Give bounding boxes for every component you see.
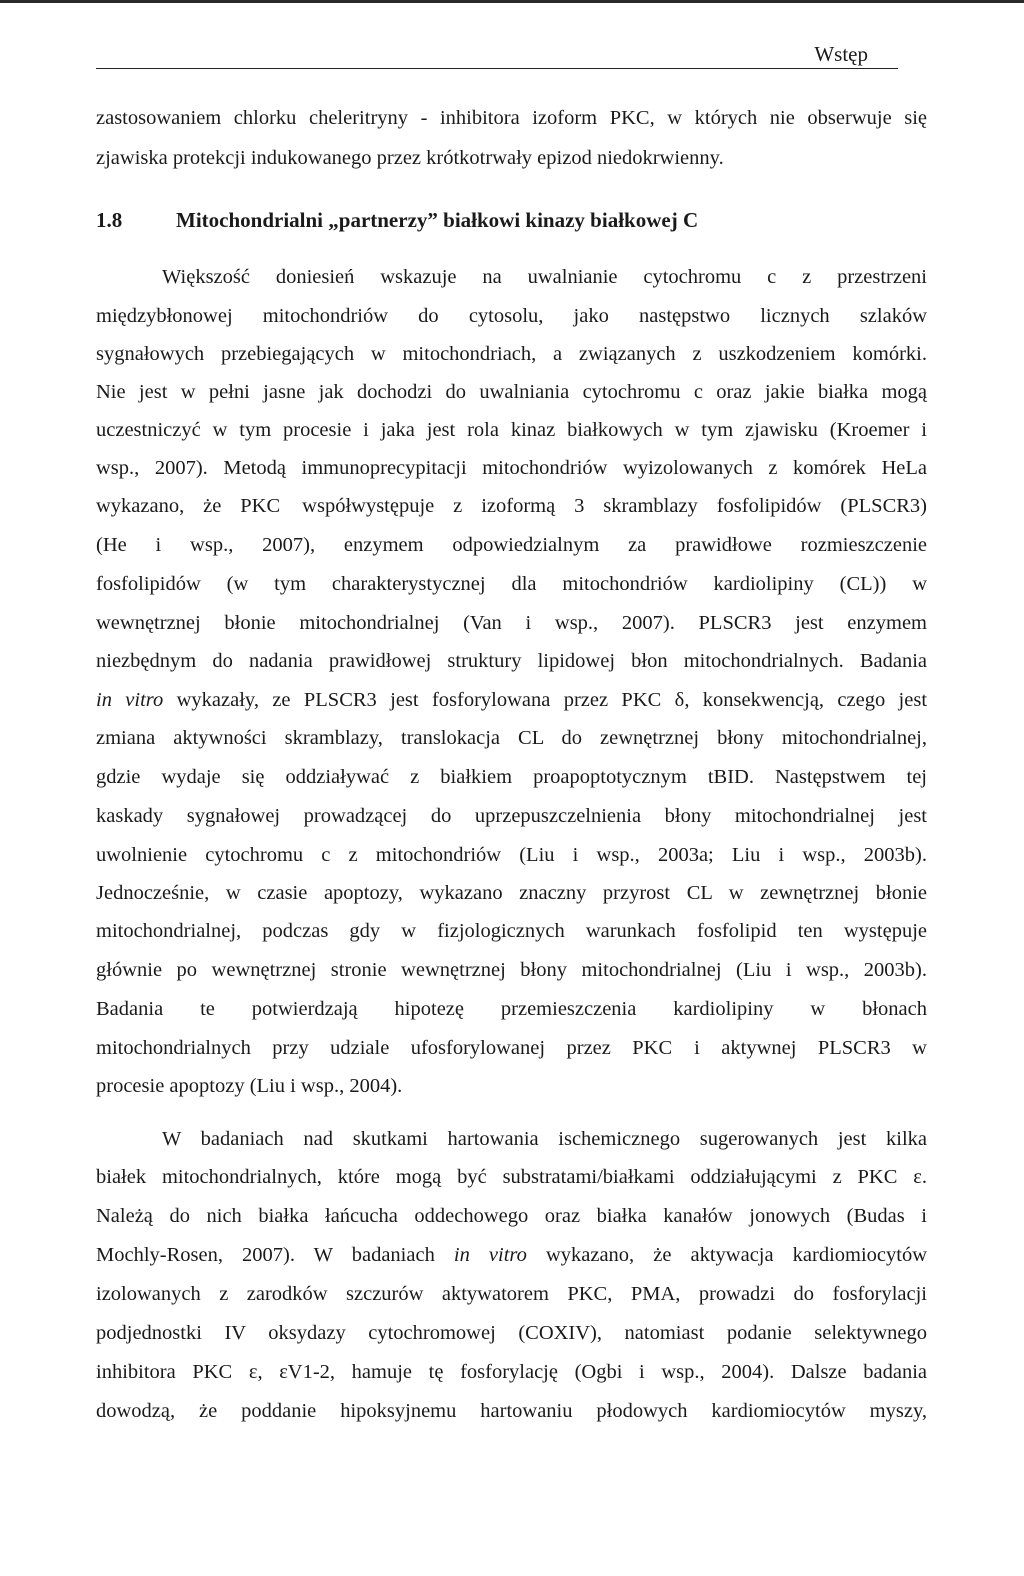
text-line: Badania te potwierdzają hipotezę przemieszczenia kardiolipiny w błonach	[96, 998, 927, 1020]
section-heading	[96, 205, 927, 235]
section-number: 1.8	[96, 208, 123, 232]
text-line: białek mitochondrialnych, które mogą być substratami/białkami oddziałującymi z PKC ε.	[96, 1166, 927, 1188]
running-header-title: Wstęp	[814, 42, 868, 66]
text-line	[96, 1033, 927, 1063]
text-line: niezbędnym do nadania prawidłowej struktury lipidowej błon mitochondrialnych. Badania	[96, 650, 927, 672]
text-line: uczestniczyć w tym procesie i jaka jest rola kinaz białkowych w tym zjawisku (Kroemer i	[96, 419, 927, 441]
text-line: podjednostki IV oksydazy cytochromowej (COXIV), natomiast podanie selektywnego	[96, 1322, 927, 1344]
text-line: dowodzą, że poddanie hipoksyjnemu hartowaniu płodowych kardiomiocytów myszy,	[96, 1400, 927, 1422]
text-line: procesie apoptozy (Liu i wsp., 2004).	[96, 1075, 403, 1097]
text-line: gdzie wydaje się oddziaływać z białkiem proapoptotycznym tBID. Następstwem tej	[96, 766, 927, 788]
text-line: zjawiska protekcji indukowanego przez krótkotrwały epizod niedokrwienny.	[96, 147, 724, 169]
text-line	[96, 685, 927, 715]
text-line: głównie po wewnętrznej stronie wewnętrznej błony mitochondrialnej (Liu i wsp., 2003b).	[96, 959, 927, 981]
italic-term: in vitro	[96, 689, 164, 711]
text-fragment: wykazały, ze PLSCR3 jest fosforylowana przez PKC δ, konsekwencją, czego jest	[176, 689, 928, 711]
italic-term: in vitro	[453, 1244, 527, 1266]
text-fragment: wykazano, że PKC	[96, 495, 281, 517]
text-line: W badaniach nad skutkami hartowania ischemicznego sugerowanych jest kilka	[162, 1128, 927, 1150]
text-line: Nie jest w pełni jasne jak dochodzi do uwalniania cytochromu c oraz jakie białka mogą	[96, 381, 927, 403]
text-line: Należą do nich białka łańcucha oddechowego oraz białka kanałów jonowych (Budas i	[96, 1205, 927, 1227]
text-line: fosfolipidów (w tym charakterystycznej dla mitochondriów kardiolipiny (CL)) w	[96, 573, 927, 595]
text-line: zmiana aktywności skramblazy, translokacja CL do zewnętrznej błony mitochondrialnej,	[96, 727, 927, 749]
text-fragment: mitochondrialnych przy udziale ufosforylowanej przez PKC	[96, 1037, 673, 1059]
text-line: Większość doniesień wskazuje na uwalnianie cytochromu c z przestrzeni	[162, 266, 927, 288]
text-line: międzybłonowej mitochondriów do cytosolu, jako następstwo licznych szlaków	[96, 305, 927, 327]
text-line: mitochondrialnej, podczas gdy w fizjologicznych warunkach fosfolipid ten występuje	[96, 920, 927, 942]
text-line: uwolnienie cytochromu c z mitochondriów (Liu i wsp., 2003a; Liu i wsp., 2003b).	[96, 844, 927, 866]
text-line: (He i wsp., 2007), enzymem odpowiedzialnym za prawidłowe rozmieszczenie	[96, 534, 927, 556]
text-fragment: współwystępuje z izoformą 3 skramblazy fosfolipidów (PLSCR3)	[302, 495, 927, 517]
text-line: wsp., 2007). Metodą immunoprecypitacji mitochondriów wyizolowanych z komórek HeLa	[96, 457, 927, 479]
section-title: Mitochondrialni „partnerzy” białkowi kinazy białkowej C	[176, 208, 699, 232]
text-fragment: i aktywnej PLSCR3 w	[694, 1037, 927, 1059]
text-line	[96, 1240, 927, 1270]
text-fragment: wykazano, że aktywacja kardiomiocytów	[545, 1244, 928, 1266]
text-line: Jednocześnie, w czasie apoptozy, wykazano znaczny przyrost CL w zewnętrznej błonie	[96, 882, 927, 904]
text-line: inhibitora PKC ε, εV1-2, hamuje tę fosforylację (Ogbi i wsp., 2004). Dalsze badania	[96, 1361, 927, 1383]
text-line: wewnętrznej błonie mitochondrialnej (Van i wsp., 2007). PLSCR3 jest enzymem	[96, 612, 927, 634]
text-line: kaskady sygnałowej prowadzącej do uprzepuszczelnienia błony mitochondrialnej jest	[96, 805, 927, 827]
running-header	[96, 44, 898, 69]
text-line	[96, 491, 927, 521]
text-line: sygnałowych przebiegających w mitochondriach, a związanych z uszkodzeniem komórki.	[96, 343, 927, 365]
text-line: zastosowaniem chlorku cheleritryny - inhibitora izoform PKC, w których nie obserwuje się	[96, 107, 927, 129]
text-fragment: Mochly-Rosen, 2007). W badaniach	[96, 1244, 435, 1266]
text-line: izolowanych z zarodków szczurów aktywatorem PKC, PMA, prowadzi do fosforylacji	[96, 1283, 927, 1305]
top-edge-rule	[0, 0, 1024, 3]
